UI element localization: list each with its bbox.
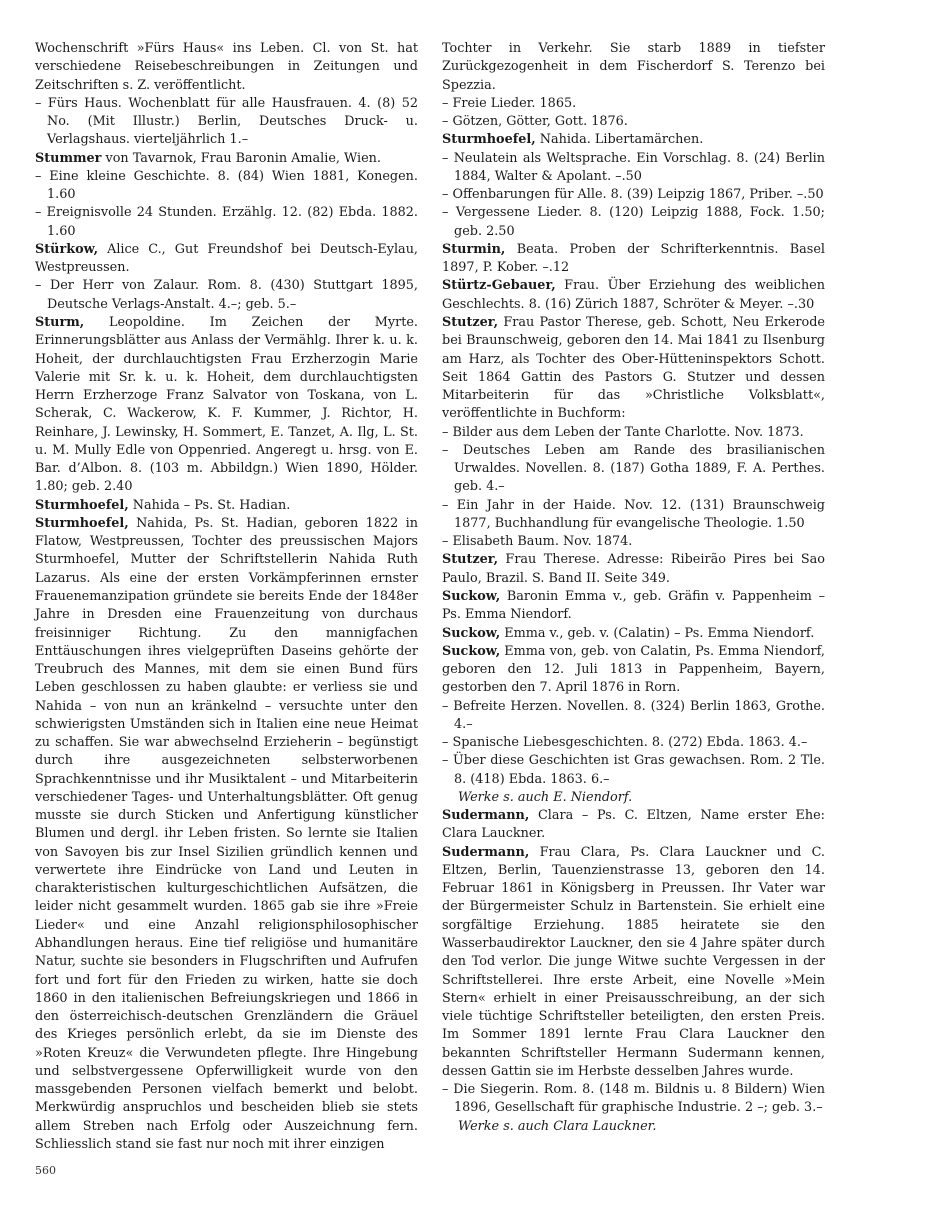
entry-text: Leopoldine. Im Zeichen der Myrte. Erinnerungsblätter aus Anlass der Vermählg. Ihrer k. u. k. Hoheit, der durchlauchtigsten Frau Erzherzogin Marie Valerie mit Sr. k. u. k. Hoheit, dem durchlauchtigsten Herrn Erzherzoge Franz Salvator von Toskana, von L. Scherak, C. Wackerow, K. F. Kummer, J. Richtor, H. Reinhare, J. Lewinsky, H. Sommert, E. Tanzet, A. Ilg, L. St. u. M. Mully Edle von Oppenried. Angeregt u. hrsg. von E. Bar. d’Albon. 8. (103 m. Abbildgn.) Wien 1890, Hölder. 1.80; geb. 2.40 [35,314,418,495]
work-entry [442,752,825,789]
entry-text: – Offenbarungen für Alle. 8. (39) Leipzig 1867, Priber. –.50 [442,187,824,203]
work-entry [442,734,825,752]
author-entry [442,643,825,698]
entry-text: Frau Clara, Ps. Clara Lauckner und C. Eltzen, Berlin, Tauenzienstrasse 13, geboren den 14. Februar 1861 in Königsberg in Preussen. Ihr Vater war der Bürgermeister Schulz in Bartenstein. Sie erhielt eine sorgfältige Erziehung. 1885 heiratete sie den Wasserbaudirektor Lauckner, den sie 4 Jahre später durch den Tod verlor. Die junge Witwe suchte Vergessen in der Schriftstellerei. Ihre erste Arbeit, eine Novelle »Mein Stern« erhielt in einer Preisausschreibung, an der sich viele tüchtige Schriftsteller beteiligten, den ersten Preis. Im Sommer 1891 lernte Frau Clara Lauckner den bekannten Schriftsteller Hermann Sudermann kennen, dessen Gattin sie im Herbste desselben Jahres wurde. [442,844,825,1079]
entry-text: Nahida – Ps. St. Hadian. [128,497,291,513]
entry-text: Clara – Ps. C. Eltzen, Name erster Ehe: Clara Lauckner. [442,808,825,842]
author-name: Suckow, [442,643,501,659]
work-entry [442,95,825,113]
entry-text: – Spanische Liebesgeschichten. 8. (272) Ebda. 1863. 4.– [442,735,808,751]
page-number: 560 [35,1164,56,1177]
author-name: Sturmin, [442,241,506,257]
author-entry [35,40,418,95]
author-entry [35,515,418,1154]
work-entry [442,204,825,241]
author-name: Stutzer, [442,552,499,568]
author-entry [442,807,825,844]
entry-text: Nahida. Libertamärchen. [535,132,704,148]
entry-text: – Ein Jahr in der Haide. Nov. 12. (131) Braunschweig 1877, Buchhandlung für evangelische Theologie. 1.50 [442,497,825,531]
author-entry [442,588,825,625]
entry-text: – Der Herr von Zalaur. Rom. 8. (430) Stuttgart 1895, Deutsche Verlags-Anstalt. 4.–; geb. 5.– [35,278,418,312]
entry-text: – Götzen, Götter, Gott. 1876. [442,114,628,130]
entry-text: – Deutsches Leben am Rande des brasilianischen Urwaldes. Novellen. 8. (187) Gotha 1889, F. A. Perthes. geb. 4.– [442,442,825,495]
entry-text: Nahida, Ps. St. Hadian, geboren 1822 in Flatow, Westpreussen, Tochter des preussischen Majors Sturmhoefel, Mutter der Schriftstellerin Nahida Ruth Lazarus. Als eine der ersten Vorkämpferinnen ernster Frauenemanzipation gründete sie bereits Ende der 1848er Jahre in Dresden eine Frauenzeitung von durchaus freisinniger Richtung. Zu den mannigfachen Enttäuschungen ihres vielgeprüften Daseins gehörte der Treubruch des Mannes, mit dem sie einen Bund fürs Leben geschlossen zu haben glaubte: er verliess sie und Nahida – von nun an kränkelnd – versuchte unter den schwierigsten Umständen sich in Italien eine neue Heimat zu schaffen. Sie war abwechselnd Erzieherin – begünstigt durch ihre ausgezeichneten selbsterworbenen Sprachkenntnisse und ihr Musiktalent – und Mitarbeiterin verschiedener Tages- und Unterhaltungsblätter. Oft genug musste sie durch Sticken und Anfertigung künstlicher Blumen und dergl. ihr Leben fristen. So lernte sie Italien von Savoyen bis zur Insel Sizilien gründlich kennen und verwertete ihre Eindrücke von Land und Leuten in charakteristischen kulturgeschichtlichen Aufsätzen, die leider nicht gesammelt wurden. 1865 gab sie ihre »Freie Lieder« und eine Anzahl religionsphilosophischer Abhandlungen heraus. Eine tief religiöse und humanitäre Natur, suchte sie besonders in Flugschriften und Aufrufen fort und fort für den Frieden zu wirken, hatte sie doch 1860 in den italienischen Befreiungskriegen und 1866 in den österreichisch-deutschen Grenzländern die Gräuel des Krieges persönlich erlebt, da sie im Dienste des »Roten Kreuz« die Verwundeten pflegte. Ihre Hingebung und selbstvergessene Opferwilligkeit wurde von den massgebenden Personen vielfach bemerkt und belobt. Merkwürdig anspruchlos und bescheiden blieb sie stets allem Streben nach Erfolg oder Auszeichnung fern. Schliesslich stand sie fast nur noch mit ihrer einzigen [35,515,418,1152]
author-name: Stutzer, [442,314,499,330]
entry-text: Baronin Emma v., geb. Gräfin v. Pappenheim – Ps. Emma Niendorf. [442,588,825,623]
work-entry [442,150,825,187]
right-column [442,40,825,1136]
author-entry [35,241,418,278]
work-entry [442,442,825,497]
work-entry [442,424,825,442]
author-name: Sturmhoefel, [35,497,129,513]
author-entry [35,497,418,515]
entry-text: von Tavarnok, Frau Baronin Amalie, Wien. [101,150,381,166]
work-entry [442,113,825,131]
author-name: Stürtz-Gebauer, [442,278,556,294]
work-entry [35,204,418,241]
entry-text: – Über diese Geschichten ist Gras gewachsen. Rom. 2 Tle. 8. (418) Ebda. 1863. 6.– [442,753,825,787]
author-entry [442,241,825,278]
author-entry [442,314,825,424]
author-name: Sudermann, [442,844,530,860]
work-entry [35,95,418,150]
author-name: Sturmhoefel, [35,515,129,531]
author-entry [442,40,825,95]
author-name: Suckow, [442,625,501,641]
entry-text: Frau Therese. Adresse: Ribeirão Pires bei Sao Paulo, Brazil. S. Band II. Seite 349. [442,552,825,586]
work-entry [442,497,825,534]
author-entry [442,131,825,149]
author-entry [442,277,825,314]
entry-text: – Ereignisvolle 24 Stunden. Erzählg. 12. (82) Ebda. 1882. 1.60 [35,205,418,239]
entry-text: – Fürs Haus. Wochenblatt für alle Hausfrauen. 4. (8) 52 No. (Mit Illustr.) Berlin, Deutsches Druck- u. Verlagshaus. vierteljährlich 1.– [35,95,418,148]
entry-text: – Vergessene Lieder. 8. (120) Leipzig 1888, Fock. 1.50; geb. 2.50 [442,205,825,239]
cross-reference: Werke s. auch Clara Lauckner. [458,1118,657,1134]
entry-text: Wochenschrift »Fürs Haus« ins Leben. Cl. von St. hat verschiedene Reisebeschreibungen in Zeitungen und Zeitschriften s. Z. veröffentlicht. [35,41,418,93]
author-name: Suckow, [442,588,501,604]
author-entry [442,1118,825,1136]
cross-reference: Werke s. auch E. Niendorf. [458,789,633,805]
author-entry [35,314,418,497]
author-name: Sudermann, [442,808,530,824]
entry-text: – Neulatein als Weltsprache. Ein Vorschlag. 8. (24) Berlin 1884, Walter & Apolant. –.50 [442,150,825,184]
entry-text: – Freie Lieder. 1865. [442,95,577,111]
entry-text: – Befreite Herzen. Novellen. 8. (324) Berlin 1863, Grothe. 4.– [442,698,825,732]
entry-text: – Elisabeth Baum. Nov. 1874. [442,534,633,550]
author-entry [35,150,418,168]
entry-text: Frau. Über Erziehung des weiblichen Geschlechts. 8. (16) Zürich 1887, Schröter & Meyer. –.30 [442,278,825,312]
entry-text: – Die Siegerin. Rom. 8. (148 m. Bildnis u. 8 Bildern) Wien 1896, Gesellschaft für graphische Industrie. 2 –; geb. 3.– [442,1082,825,1116]
entry-text: Frau Pastor Therese, geb. Schott, Neu Erkerode bei Braunschweig, geboren den 14. Mai 1841 zu Ilsenburg am Harz, als Tochter des Ober-Hütteninspektors Schott. Seit 1864 Gattin des Pastors G. Stutzer und dessen Mitarbeiterin für das »Christliche Volksblatt«, veröffentlichte in Buchform: [442,314,825,422]
author-entry [442,551,825,588]
author-name: Sturm, [35,314,85,330]
entry-text: Emma v., geb. v. (Calatin) – Ps. Emma Niendorf. [500,625,815,641]
author-entry [442,844,825,1081]
author-entry [442,625,825,643]
work-entry [35,277,418,314]
left-column [35,40,418,1154]
entry-text: Alice C., Gut Freundshof bei Deutsch-Eylau, Westpreussen. [35,241,418,276]
work-entry [442,698,825,735]
entry-text: Tochter in Verkehr. Sie starb 1889 in tiefster Zurückgezogenheit in dem Fischerdorf S. Terenzo bei Spezzia. [442,41,825,93]
entry-text: Emma von, geb. von Calatin, Ps. Emma Niendorf, geboren den 12. Juli 1813 in Pappenheim, Bayern, gestorben den 7. April 1876 in Rorn. [442,643,825,696]
author-name: Stummer [35,150,102,166]
work-entry [442,533,825,551]
entry-text: – Bilder aus dem Leben der Tante Charlotte. Nov. 1873. [442,424,804,440]
work-entry [442,186,825,204]
author-name: Sturmhoefel, [442,132,536,148]
work-entry [442,1081,825,1118]
author-name: Stürkow, [35,241,99,257]
work-entry [35,168,418,205]
entry-text: Beata. Proben der Schrifterkenntnis. Basel 1897, P. Kober. –.12 [442,241,825,276]
author-entry [442,789,825,807]
entry-text: – Eine kleine Geschichte. 8. (84) Wien 1881, Konegen. 1.60 [35,168,418,203]
